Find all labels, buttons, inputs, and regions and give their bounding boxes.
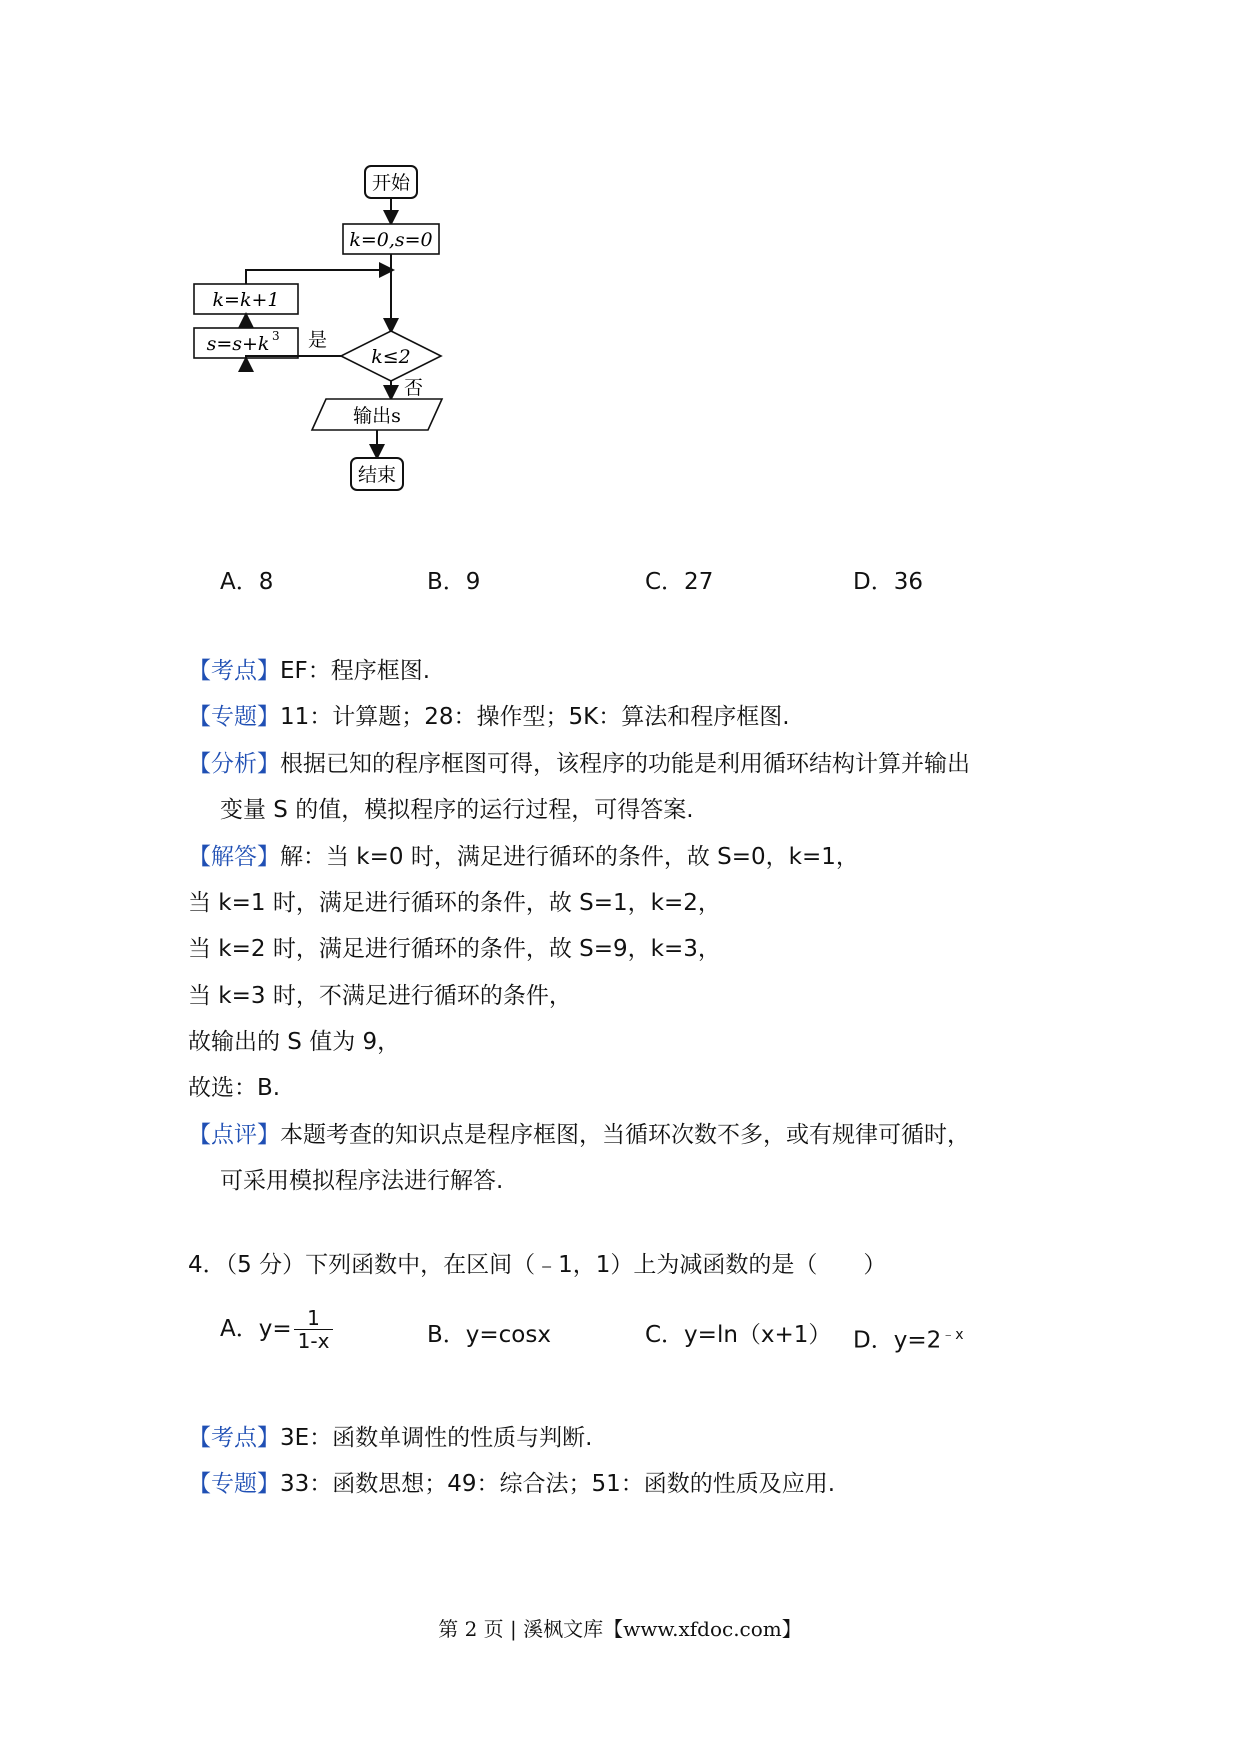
no-label: 否 — [404, 377, 424, 399]
q3-jieda-line2: 当 k=1 时，满足进行循环的条件，故 S=1，k=2， — [188, 890, 721, 916]
q3-dianping — [188, 1120, 970, 1150]
kaodian-tag: 【考点】 — [188, 658, 280, 684]
page-footer: 第 2 页 | 溪枫文库【www.xfdoc.com】 — [438, 1617, 802, 1641]
q3-option-d: D．36 — [853, 569, 923, 595]
q4-option-d — [853, 1320, 964, 1356]
update-k-label: k=k+1 — [212, 289, 280, 311]
q4-zhuanti-text: 33：函数思想；49：综合法；51：函数的性质及应用. — [280, 1471, 836, 1497]
q4-option-d-exponent: ﹣x — [941, 1327, 964, 1343]
q3-kaodian — [188, 656, 430, 686]
q3-jieda — [188, 842, 859, 872]
dianping-line1: 本题考查的知识点是程序框图，当循环次数不多，或有规律可循时， — [280, 1122, 970, 1148]
q4-option-a-fraction — [294, 1307, 334, 1352]
condition-label: k≤2 — [371, 346, 411, 368]
q3-option-a: A．8 — [220, 569, 274, 595]
q3-jieda-line3: 当 k=2 时，满足进行循环的条件，故 S=9，k=3， — [188, 936, 721, 962]
q4-kaodian — [188, 1423, 592, 1453]
q3-zhuanti — [188, 702, 790, 732]
fenxi-line1: 根据已知的程序框图可得，该程序的功能是利用循环结构计算并输出 — [280, 751, 970, 777]
q3-option-b: B．9 — [427, 569, 481, 595]
zhuanti-tag: 【专题】 — [188, 704, 280, 730]
init-label: k=0,s=0 — [349, 229, 433, 251]
q4-option-c: C．y=ln（x+1） — [645, 1322, 832, 1348]
kaodian-text: EF：程序框图. — [280, 658, 431, 684]
q3-option-c: C．27 — [645, 569, 714, 595]
q3-jieda-line6: 故选：B. — [188, 1075, 281, 1101]
q4-kaodian-tag: 【考点】 — [188, 1425, 280, 1451]
output-label: 输出s — [353, 405, 401, 427]
q4-zhuanti — [188, 1469, 835, 1499]
q3-dianping-line2: 可采用模拟程序法进行解答. — [220, 1168, 504, 1194]
zhuanti-text: 11：计算题；28：操作型；5K：算法和程序框图. — [280, 704, 790, 730]
start-label: 开始 — [371, 172, 411, 194]
fraction-denominator: 1-x — [297, 1329, 330, 1353]
q4-option-a-prefix: A．y= — [220, 1316, 292, 1342]
q3-jieda-line5: 故输出的 S 值为 9， — [188, 1029, 401, 1055]
update-s-label: s=s+k — [206, 333, 270, 355]
q3-fenxi — [188, 749, 970, 779]
q4-option-d-prefix: D．y=2 — [853, 1327, 942, 1354]
end-label: 结束 — [357, 464, 397, 486]
jieda-line1: 解：当 k=0 时，满足进行循环的条件，故 S=0，k=1， — [280, 844, 859, 870]
q4-option-a — [220, 1307, 333, 1352]
jieda-tag: 【解答】 — [188, 844, 280, 870]
q4-option-b: B．y=cosx — [427, 1322, 551, 1348]
q4-stem: 4．（5 分）下列函数中，在区间（﹣1，1）上为减函数的是（ ） — [188, 1252, 887, 1278]
program-flowchart — [180, 150, 480, 550]
yes-label: 是 — [308, 329, 328, 351]
q4-kaodian-text: 3E：函数单调性的性质与判断. — [280, 1425, 593, 1451]
q3-jieda-line4: 当 k=3 时，不满足进行循环的条件， — [188, 983, 572, 1009]
q4-zhuanti-tag: 【专题】 — [188, 1471, 280, 1497]
dianping-tag: 【点评】 — [188, 1122, 280, 1148]
fraction-numerator: 1 — [294, 1307, 334, 1330]
q3-fenxi-line2: 变量 S 的值，模拟程序的运行过程，可得答案. — [220, 797, 694, 823]
update-s-exponent: 3 — [272, 329, 280, 343]
fenxi-tag: 【分析】 — [188, 751, 280, 777]
